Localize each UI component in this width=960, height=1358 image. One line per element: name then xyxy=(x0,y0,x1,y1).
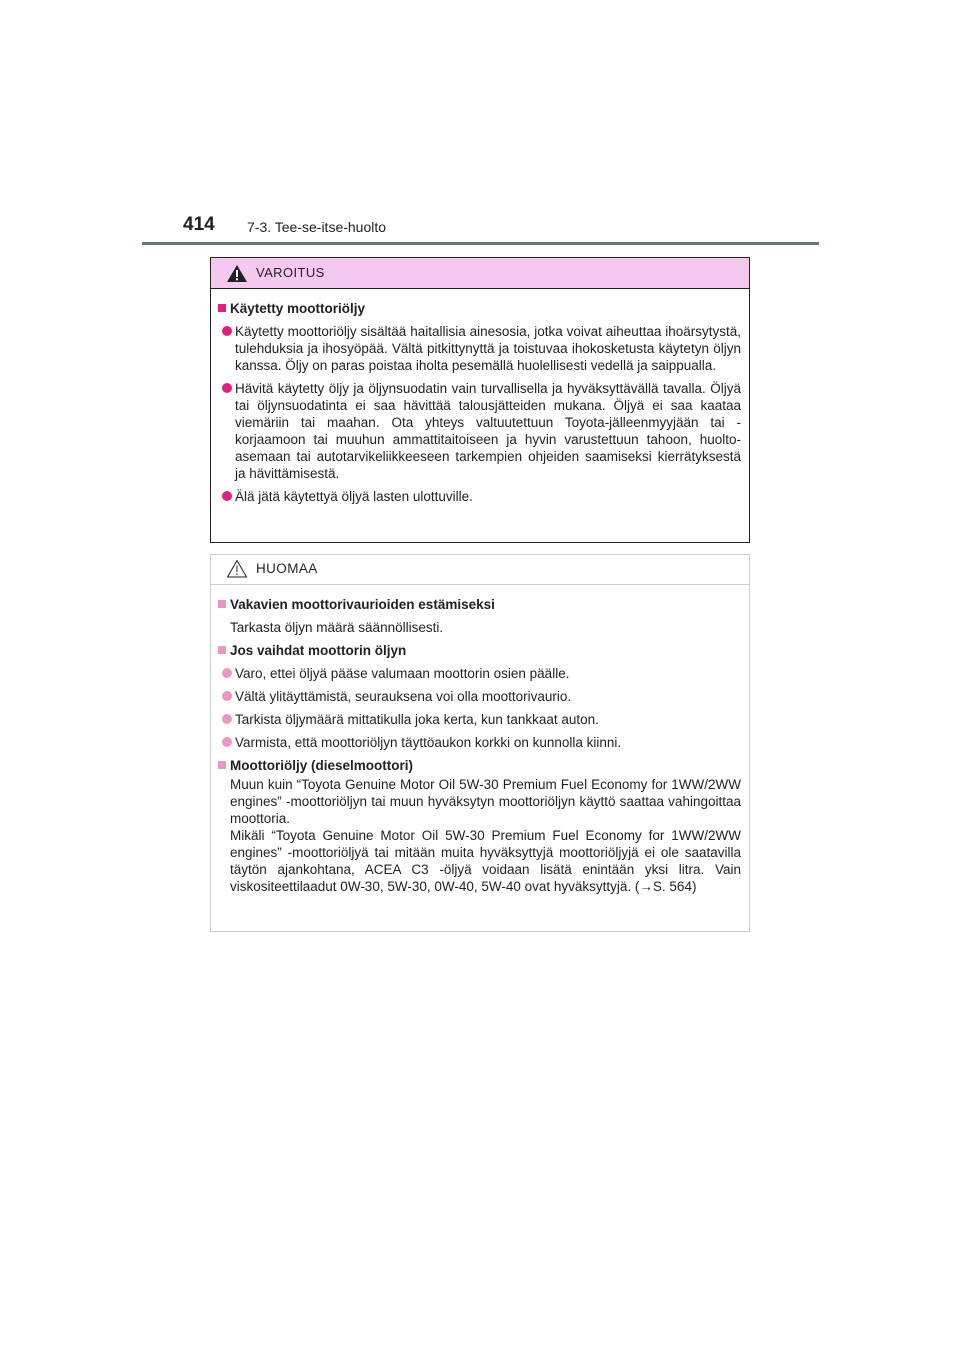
warning-bullet: Älä jätä käytettyä öljyä lasten ulottuville. xyxy=(218,488,741,505)
warning-bullet: Hävitä käytetty öljy ja öljynsuodatin vain turvallisella ja hyväksyttävällä tavalla. Öljyä tai öljynsuodatinta ei saa hävittää talousjätteiden mukana. Öljyä ei saa kaataa viemäriin tai maahan. Ota yhteys valtuutettuun Toyota-jälleenmyyjään tai -korjaamoon tai muuhun ammattitaitoiseen ja hyvin varustettuun tahoon, huolto-asemaan tai autotarvikeliikkeeseen tarkempien ohjeiden saamiseksi kierrätyksestä ja hävittämisestä. xyxy=(218,380,741,482)
caution-paragraph: Tarkasta öljyn määrä säännöllisesti. xyxy=(230,620,444,635)
caution-section-title: Vakavien moottorivaurioiden estämiseksi xyxy=(218,596,741,613)
round-bullet-icon xyxy=(222,668,232,678)
square-bullet-icon xyxy=(218,646,226,654)
caution-box xyxy=(210,554,750,932)
caution-bullet: Vältä ylitäyttämistä, seurauksena voi olla moottorivaurio. xyxy=(218,688,741,705)
header-divider xyxy=(142,242,819,245)
square-bullet-icon xyxy=(218,761,226,769)
caution-content xyxy=(218,596,741,901)
caution-label: HUOMAA xyxy=(256,561,318,576)
round-bullet-icon xyxy=(222,383,232,393)
warning-section-title: Käytetty moottoriöljy xyxy=(218,300,741,317)
caution-header xyxy=(211,555,749,585)
caution-bullet: Tarkista öljymäärä mittatikulla joka kerta, kun tankkaat auton. xyxy=(218,711,741,728)
section-title: 7-3. Tee-se-itse-huolto xyxy=(247,219,387,235)
round-bullet-icon xyxy=(222,737,232,747)
page-number: 414 xyxy=(183,214,215,235)
caution-section-title: Moottoriöljy (dieselmoottori) xyxy=(218,757,741,774)
warning-header xyxy=(211,258,749,289)
square-bullet-icon xyxy=(218,304,226,312)
round-bullet-icon xyxy=(222,326,232,336)
warning-content xyxy=(218,300,741,511)
caution-bullet: Varmista, että moottoriöljyn täyttöaukon korkki on kunnolla kiinni. xyxy=(218,734,741,751)
caution-bullet: Varo, ettei öljyä pääse valumaan moottorin osien päälle. xyxy=(218,665,741,682)
square-bullet-icon xyxy=(218,600,226,608)
warning-triangle-icon xyxy=(226,264,248,283)
caution-triangle-icon xyxy=(226,559,248,578)
round-bullet-icon xyxy=(222,714,232,724)
caution-section-title: Jos vaihdat moottorin öljyn xyxy=(218,642,741,659)
warning-bullet: Käytetty moottoriöljy sisältää haitallisia ainesosia, jotka voivat aiheuttaa ihoärsytystä, tulehduksia ja ihosyöpää. Vältä pitkittynyttä ja toistuvaa ihokosketusta käytetyn öljyn kanssa. Öljy on paras poistaa iholta pesemällä huolellisesti vedellä ja saippualla. xyxy=(218,323,741,374)
round-bullet-icon xyxy=(222,691,232,701)
warning-label: VAROITUS xyxy=(256,265,325,280)
caution-paragraph: Mikäli “Toyota Genuine Motor Oil 5W-30 Premium Fuel Economy for 1WW/2WW engines” -moottoriöljyä tai mitään muita hyväksyttyjä moottoriöljyjä ei ole saatavilla täytön ajankohtana, ACEA C3 -öljyä voidaan lisätä enintään yksi litra. Vain viskositeettilaadut 0W-30, 5W-30, 0W-40, 5W-40 ovat hyväksyttyjä. (→S. 564) xyxy=(230,828,741,894)
caution-paragraph: Muun kuin “Toyota Genuine Motor Oil 5W-30 Premium Fuel Economy for 1WW/2WW engines” -moottoriöljyn tai muun hyväksytyn moottoriöljyn käyttö saattaa vahingoittaa moottoria. xyxy=(230,777,741,826)
warning-box xyxy=(210,257,750,543)
round-bullet-icon xyxy=(222,491,232,501)
